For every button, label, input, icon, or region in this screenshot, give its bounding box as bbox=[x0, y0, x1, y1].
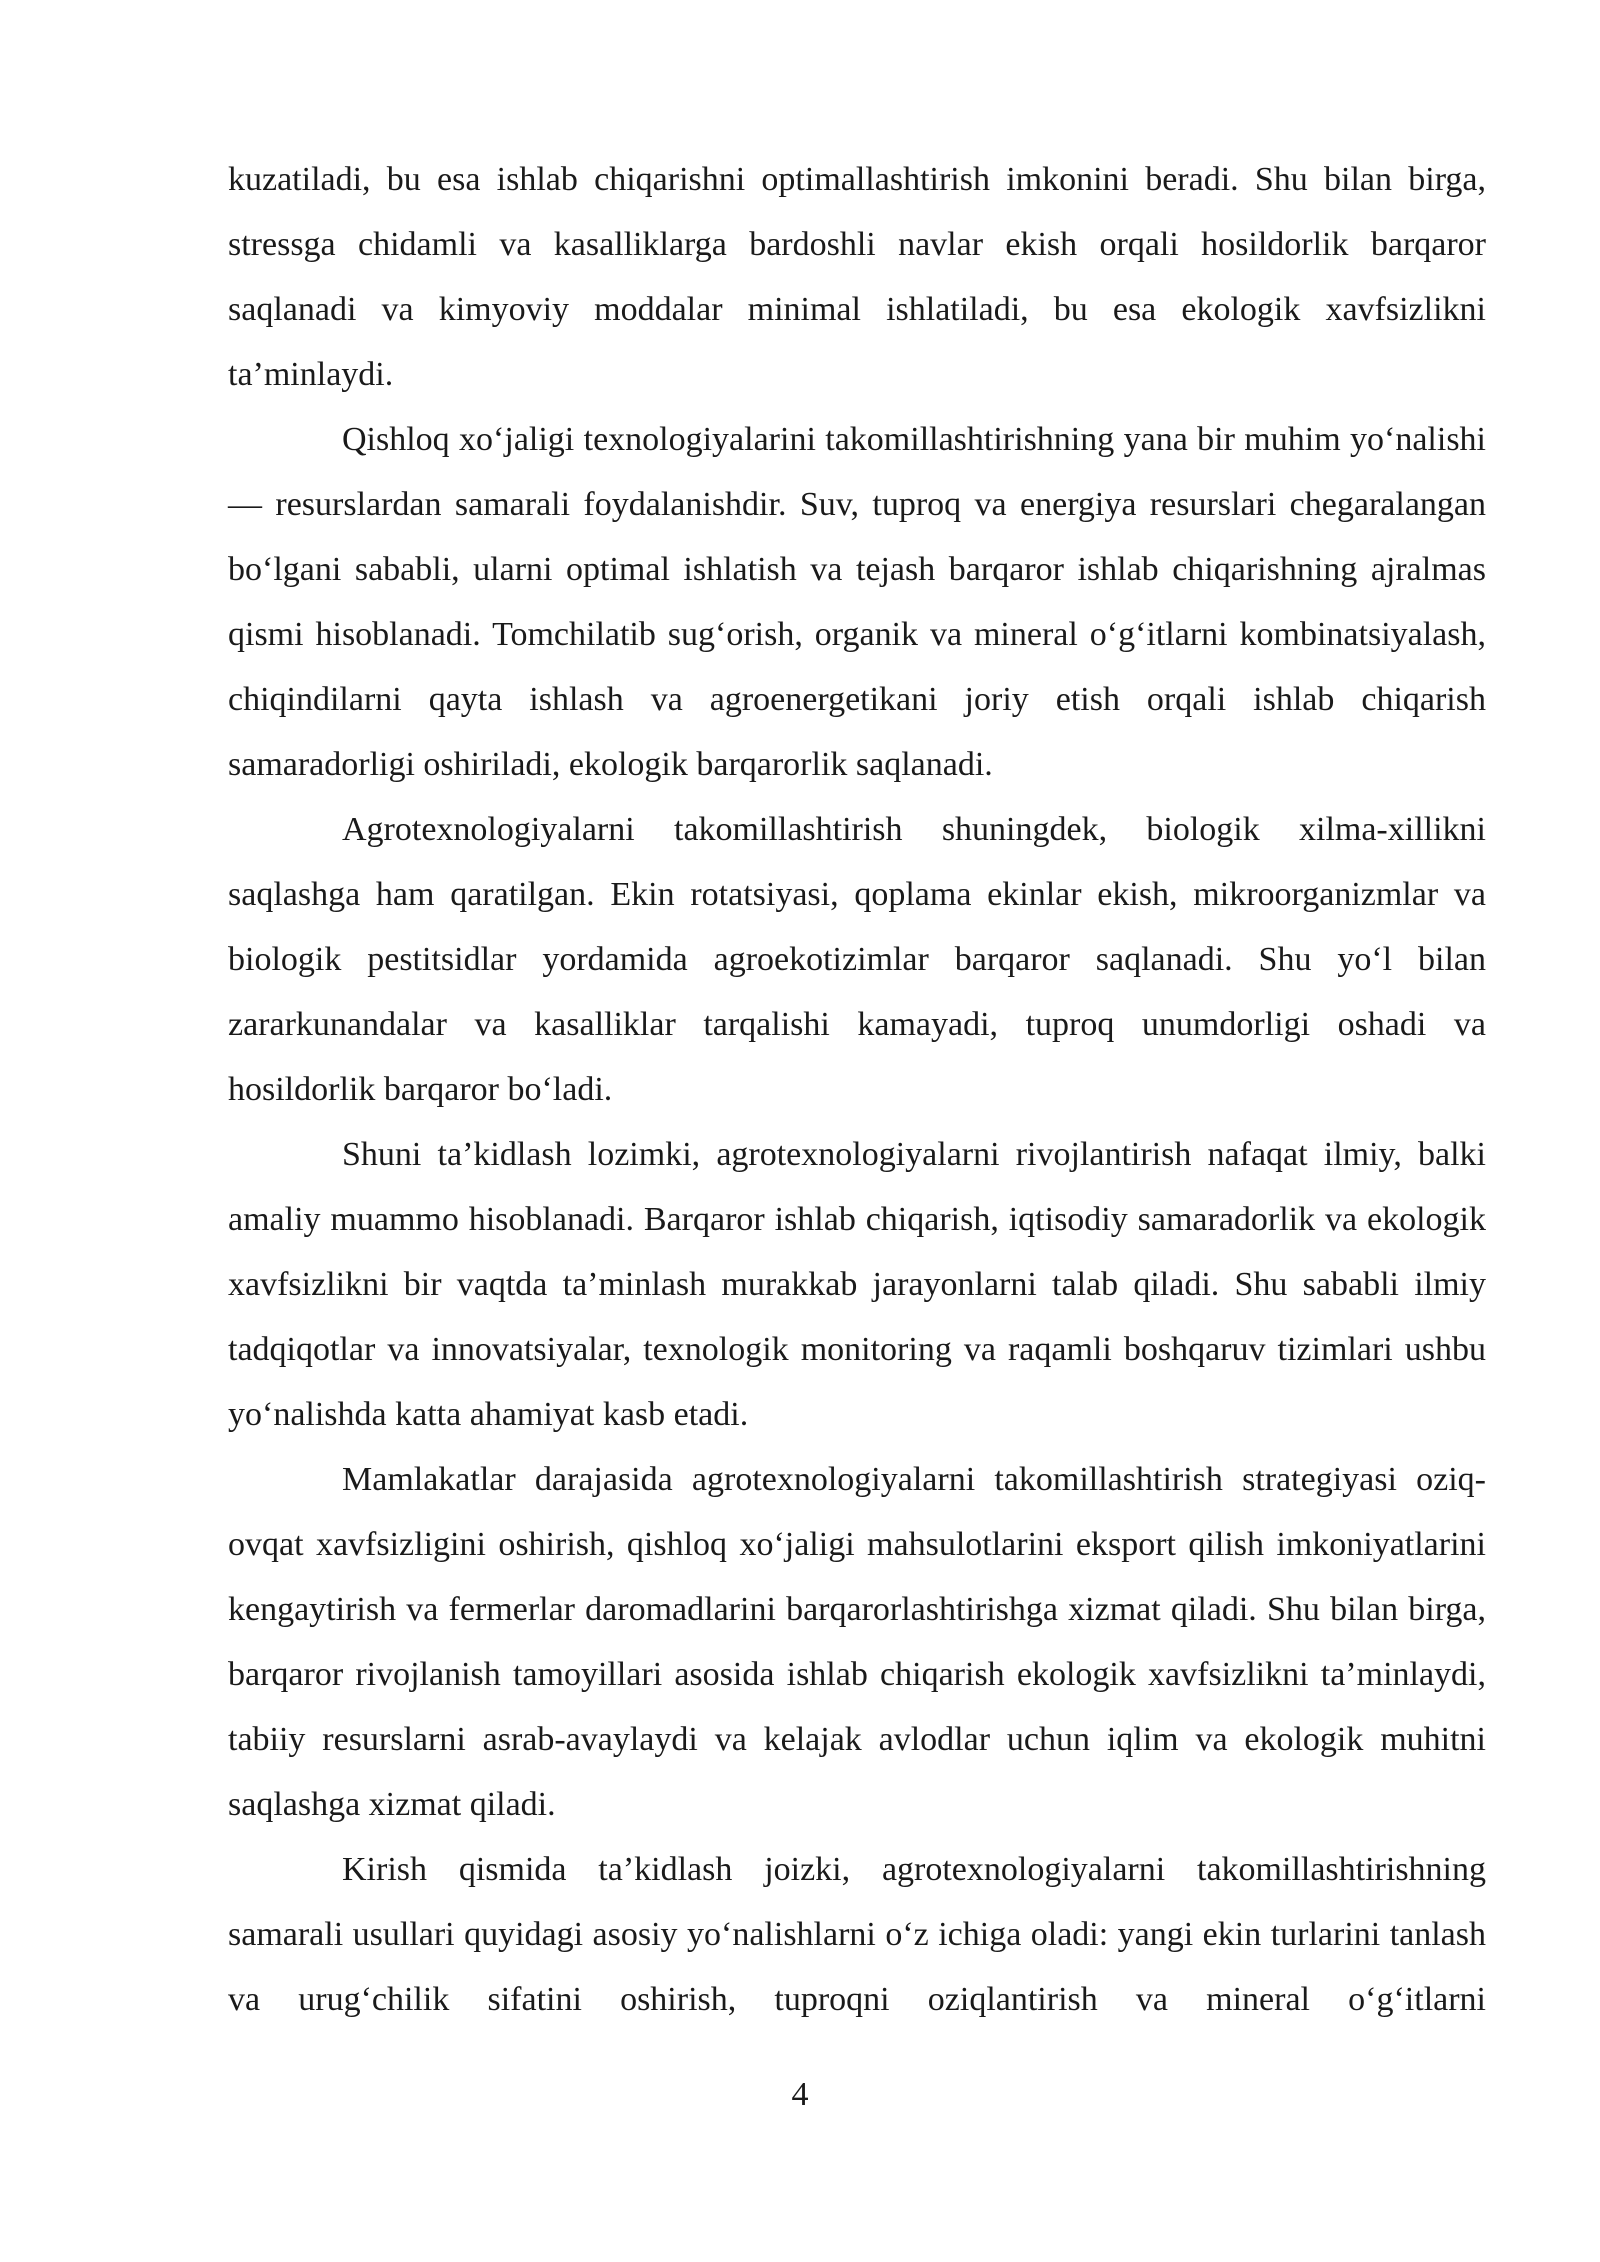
body-text bbox=[228, 147, 1486, 2032]
paragraph-3: Agrotexnologiyalarni takomillashtirish shuningdek, biologik xilma-xillikni saqlashga ham qaratilgan. Ekin rotatsiyasi, qoplama ekinlar ekish, mikroorganizmlar va biologik pestitsidlar yordamida agroekotizimlar barqaror saqlanadi. Shu yo‘l bilan zararkunandalar va kasalliklar tarqalishi kamayadi, tuproq unumdorligi oshadi va hosildorlik barqaror bo‘ladi. bbox=[228, 811, 1486, 1108]
paragraph-2: Qishloq xo‘jaligi texnologiyalarini takomillashtirishning yana bir muhim yo‘nalishi — resurslardan samarali foydalanishdir. Suv, tuproq va energiya resurslari chegaralangan bo‘lgani sababli, ularni optimal ishlatish va tejash barqaror ishlab chiqarishning ajralmas qismi hisoblanadi. Tomchilatib sug‘orish, organik va mineral o‘g‘itlarni kombinatsiyalash, chiqindilarni qayta ishlash va agroenergetikani joriy etish orqali ishlab chiqarish samaradorligi oshiriladi, ekologik barqarorlik saqlanadi. bbox=[228, 421, 1486, 783]
page-number: 4 bbox=[791, 2076, 809, 2113]
paragraph-4: Shuni ta’kidlash lozimki, agrotexnologiyalarni rivojlantirish nafaqat ilmiy, balki amaliy muammo hisoblanadi. Barqaror ishlab chiqarish, iqtisodiy samaradorlik va ekologik xavfsizlikni bir vaqtda ta’minlash murakkab jarayonlarni talab qiladi. Shu sababli ilmiy tadqiqotlar va innovatsiyalar, texnologik monitoring va raqamli boshqaruv tizimlari ushbu yo‘nalishda katta ahamiyat kasb etadi. bbox=[228, 1136, 1486, 1433]
paragraph-5: Mamlakatlar darajasida agrotexnologiyalarni takomillashtirish strategiyasi oziq-ovqat xavfsizligini oshirish, qishloq xo‘jaligi mahsulotlarini eksport qilish imkoniyatlarini kengaytirish va fermerlar daromadlarini barqarorlashtirishga xizmat qiladi. Shu bilan birga, barqaror rivojlanish tamoyillari asosida ishlab chiqarish ekologik xavfsizlikni ta’minlaydi, tabiiy resurslarni asrab-avaylaydi va kelajak avlodlar uchun iqlim va ekologik muhitni saqlashga xizmat qiladi. bbox=[228, 1461, 1486, 1823]
paragraph-6: Kirish qismida ta’kidlash joizki, agrotexnologiyalarni takomillashtirishning samarali usullari quyidagi asosiy yo‘nalishlarni o‘z ichiga oladi: yangi ekin turlarini tanlash va urug‘chilik sifatini oshirish, tuproqni oziqlantirish va mineral o‘g‘itlarni bbox=[228, 1851, 1486, 2018]
paragraph-1: kuzatiladi, bu esa ishlab chiqarishni optimallashtirish imkonini beradi. Shu bilan birga, stressga chidamli va kasalliklarga bardoshli navlar ekish orqali hosildorlik barqaror saqlanadi va kimyoviy moddalar minimal ishlatiladi, bu esa ekologik xavfsizlikni ta’minlaydi. bbox=[228, 161, 1486, 393]
